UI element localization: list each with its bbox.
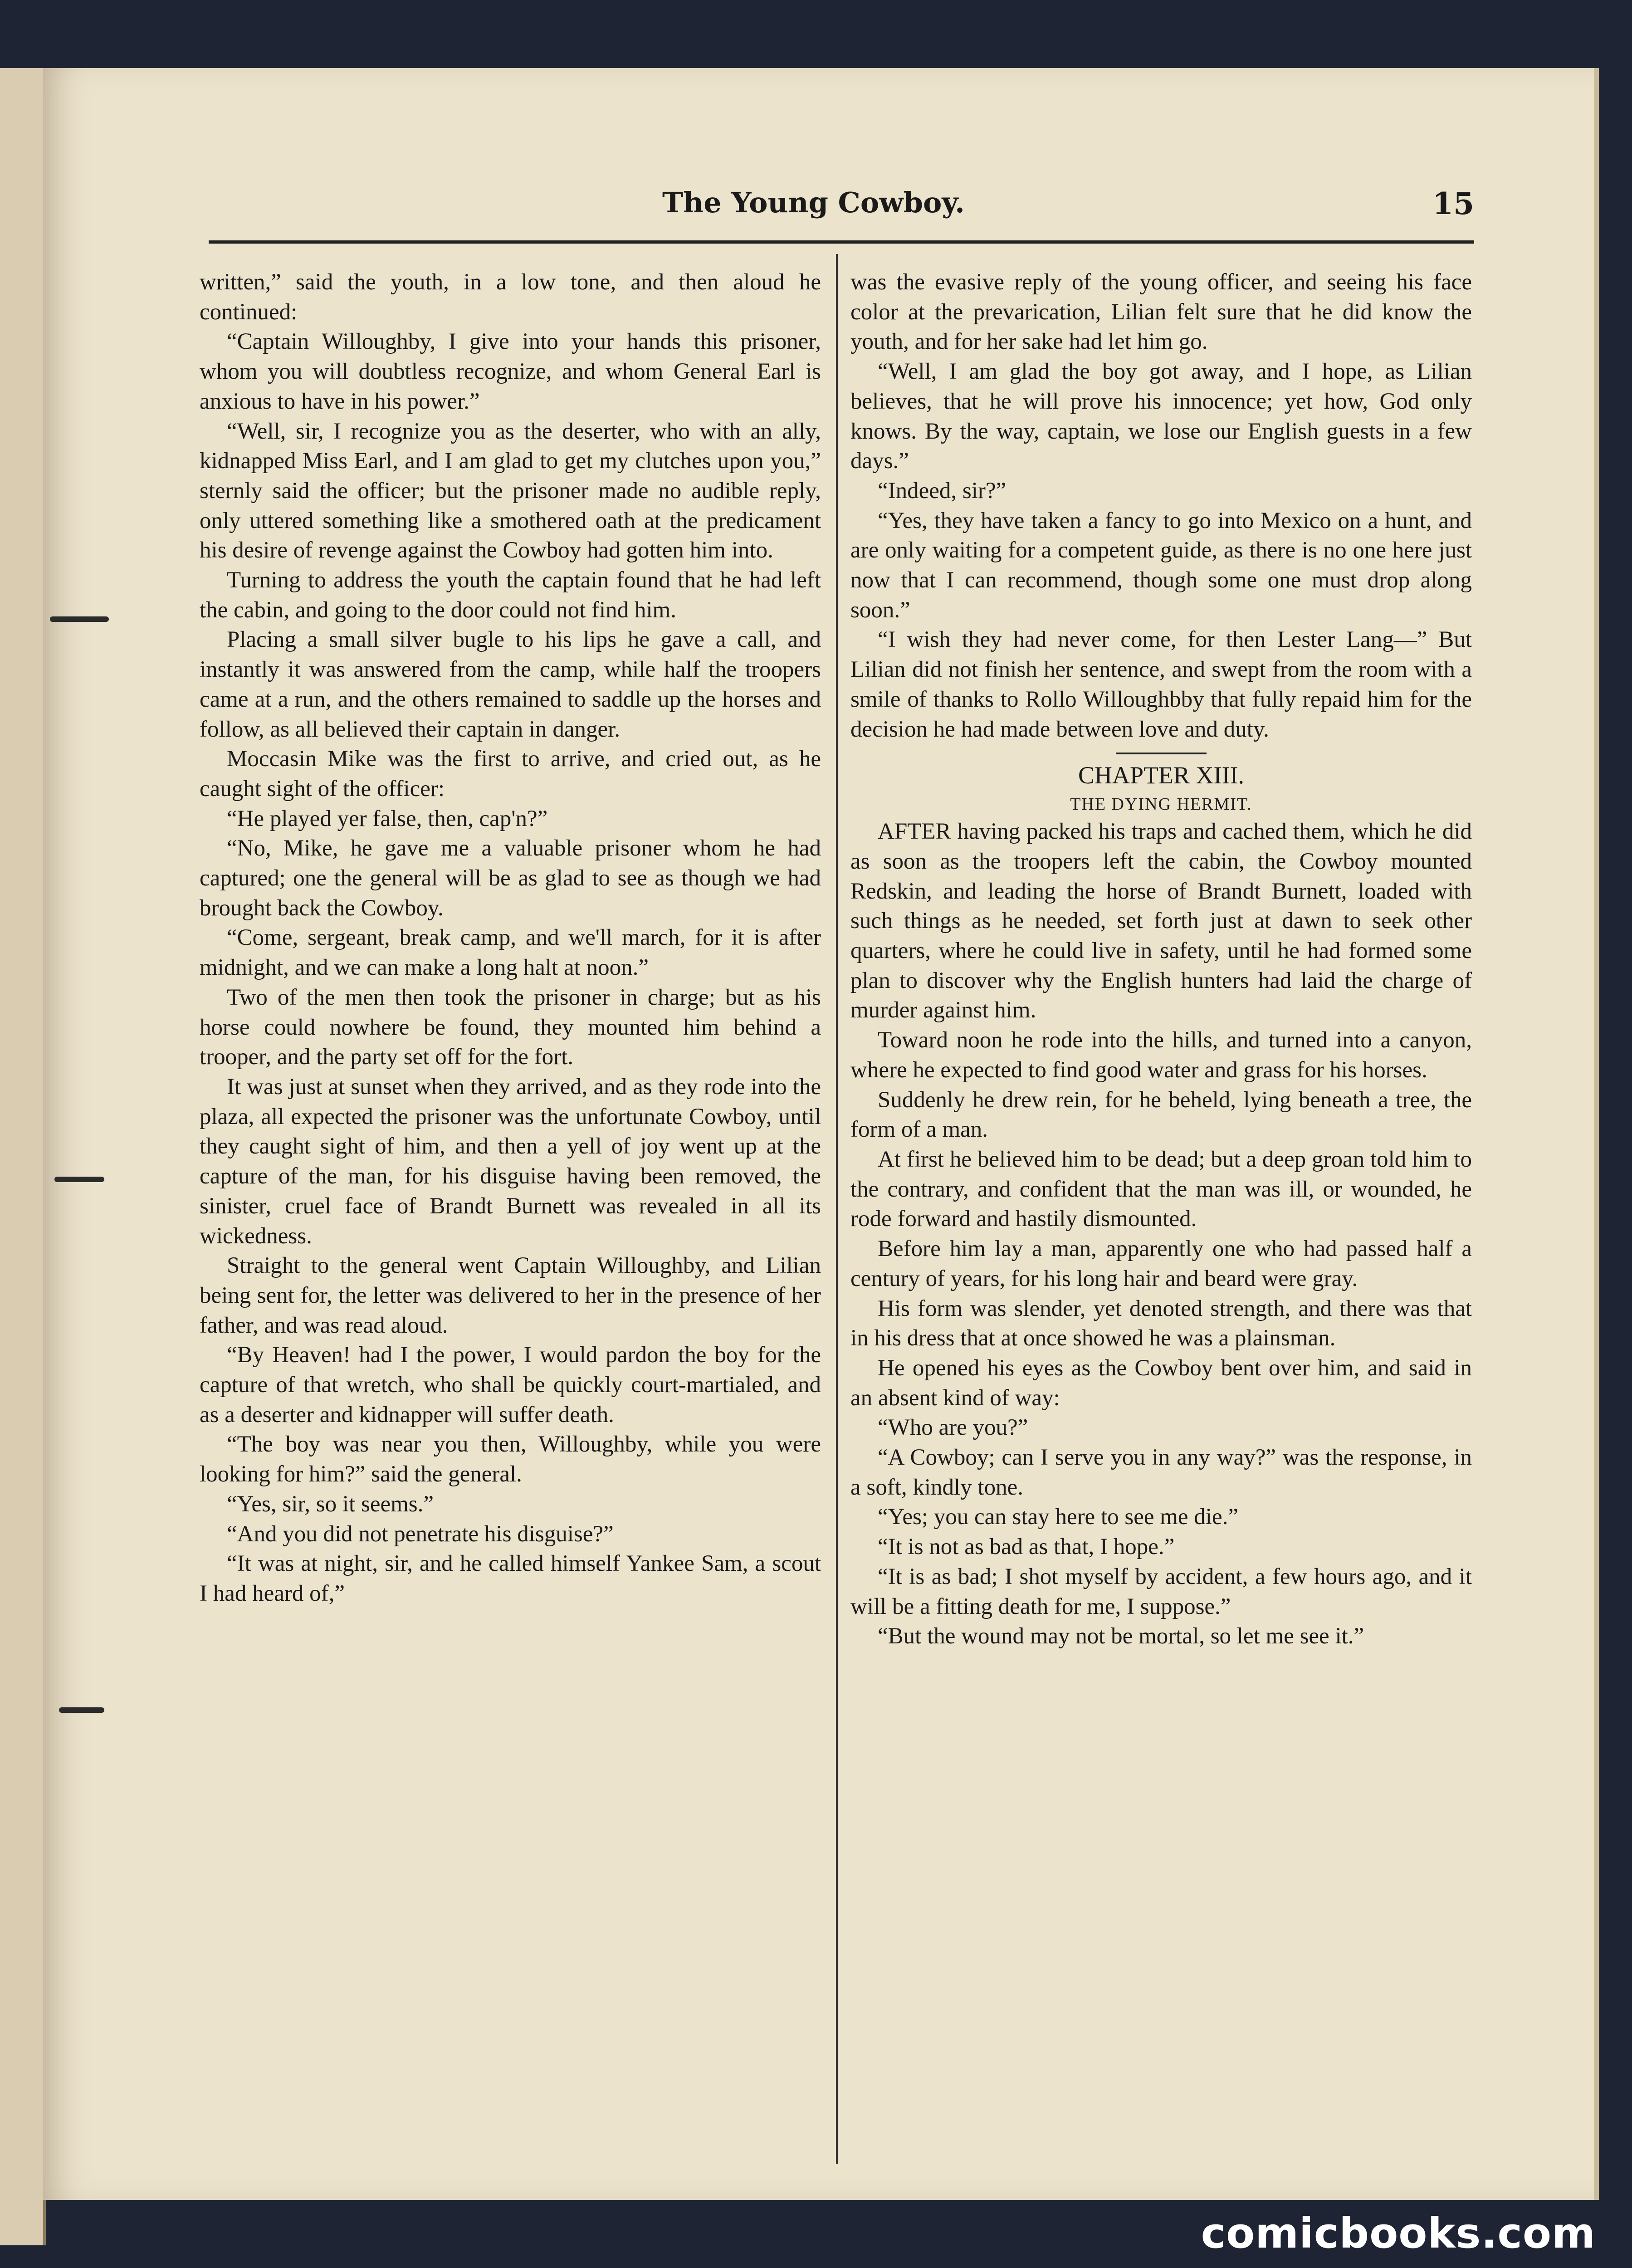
paragraph: Two of the men then took the prisoner in charge; but as his horse could nowhere be found, they mounted him behind a trooper, and the party set off for the fort.	[200, 984, 821, 1070]
paragraph: “A Cowboy; can I serve you in any way?” was the response, in a soft, kindly tone.	[850, 1445, 1472, 1500]
paragraph: “Captain Willoughby, I give into your hands this prisoner, whom you will doubtless recognize, and whom General Earl is anxious to have in his power.”	[200, 329, 821, 414]
page-number: 15	[1432, 186, 1474, 221]
paragraph: “By Heaven! had I the power, I would pardon the boy for the capture of that wretch, who shall be quickly court-martialed, and as a deserter and kidnapper will suffer death.	[200, 1342, 821, 1427]
paragraph: “It was at night, sir, and he called himself Yankee Sam, a scout I had heard of,”	[200, 1551, 821, 1606]
paragraph: “Well, I am glad the boy got away, and I hope, as Lilian believes, that he will prove his innocence; yet how, God only knows. By the way, captain, we lose our English guests in a few days.”	[850, 359, 1472, 474]
binding-stitch	[50, 1170, 109, 1188]
paragraph: It was just at sunset when they arrived, and as they rode into the plaza, all expected the prisoner was the unfortunate Cowboy, until they caught sight of him, and then a yell of joy went up at the capture of the man, for his disguise having been removed, the sinister, cruel face of Brandt Burnett was revealed in all its wickedness.	[200, 1074, 821, 1249]
chapter-subtitle: THE DYING HERMIT.	[1070, 795, 1252, 814]
paragraph: “No, Mike, he gave me a valuable prisoner whom he had captured; one the general will be as glad to see as though we had brought back the Cowboy.	[200, 836, 821, 921]
previous-page-edge	[0, 68, 46, 2245]
paragraph: AFTER having packed his traps and cached them, which he did as soon as the troopers left the cabin, the Cowboy mounted Redskin, and leading the horse of Brandt Burnett, loaded with such things as he needed, set forth just at dawn to seek other quarters, where he could live in safety, until he had formed some plan to discover why the English hunters had laid the charge of murder against him.	[850, 819, 1472, 1023]
paragraph: Straight to the general went Captain Willoughby, and Lilian being sent for, the letter was delivered to her in the presence of her father, and was read aloud.	[200, 1253, 821, 1338]
paragraph: “Yes, they have taken a fancy to go into Mexico on a hunt, and are only waiting for a competent guide, as there is no one here just now that I can recommend, though some one must drop along soon.”	[850, 508, 1472, 623]
paragraph: “It is as bad; I shot myself by accident, a few hours ago, and it will be a fitting death for me, I suppose.”	[850, 1564, 1472, 1619]
paragraph: At first he believed him to be dead; but a deep groan told him to the contrary, and confident that the man was ill, or wounded, he rode forward and hastily dismounted.	[850, 1146, 1472, 1232]
paragraph: “It is not as bad as that, I hope.”	[878, 1534, 1175, 1560]
paragraph: “Yes, sir, so it seems.”	[227, 1491, 434, 1517]
binding-stitch	[50, 610, 109, 628]
running-title: The Young Cowboy.	[662, 186, 965, 219]
right-text-column	[850, 268, 1472, 1652]
paragraph: Suddenly he drew rein, for he beheld, lying beneath a tree, the form of a man.	[850, 1087, 1472, 1143]
chapter-title: CHAPTER XIII.	[1078, 762, 1244, 789]
chapter-rule	[1116, 753, 1207, 754]
paragraph: “The boy was near you then, Willoughby, while you were looking for him?” said the general.	[200, 1432, 821, 1487]
header-rule	[209, 240, 1474, 244]
paragraph: “And you did not penetrate his disguise?”	[227, 1521, 614, 1547]
paragraph: Moccasin Mike was the first to arrive, and cried out, as he caught sight of the officer:	[200, 746, 821, 802]
binding-stitch	[50, 1701, 109, 1719]
paragraph: “Yes; you can stay here to see me die.”	[878, 1504, 1238, 1530]
paragraph: written,” said the youth, in a low tone, and then aloud he continued:	[200, 269, 821, 325]
paragraph: Before him lay a man, apparently one who had passed half a century of years, for his long hair and beard were gray.	[850, 1236, 1472, 1291]
paragraph: “Come, sergeant, break camp, and we'll march, for it is after midnight, and we can make a long halt at noon.”	[200, 925, 821, 981]
paragraph: He opened his eyes as the Cowboy bent over him, and said in an absent kind of way:	[850, 1355, 1472, 1411]
paragraph: “Well, sir, I recognize you as the deserter, who with an ally, kidnapped Miss Earl, and I am glad to get my clutches upon you,” sternly said the officer; but the prisoner made no audible reply, only uttered something like a smothered oath at the predicament his desire of revenge against the Cowboy had gotten him into.	[200, 418, 821, 563]
column-divider	[836, 254, 838, 2164]
paragraph: “But the wound may not be mortal, so let me see it.”	[878, 1623, 1364, 1649]
paragraph: Placing a small silver bugle to his lips he gave a call, and instantly it was answered from the camp, while half the troopers came at a run, and the others remained to saddle up the horses and follow, as all believed their captain in danger.	[200, 627, 821, 742]
paragraph: “Indeed, sir?”	[878, 478, 1007, 503]
site-watermark: comicbooks.com	[1201, 2209, 1596, 2258]
page-header	[213, 186, 1474, 222]
paragraph: “He played yer false, then, cap'n?”	[227, 806, 548, 831]
paragraph: “I wish they had never come, for then Lester Lang—” But Lilian did not finish her sentence, and swept from the room with a smile of thanks to Rollo Willoughbby that fully repaid him for the decision he had made between love and duty.	[850, 627, 1472, 742]
paragraph: Toward noon he rode into the hills, and turned into a canyon, where he expected to find good water and grass for his horses.	[850, 1027, 1472, 1083]
paragraph: His form was slender, yet denoted strength, and there was that in his dress that at once showed he was a plainsman.	[850, 1295, 1472, 1351]
paragraph: “Who are you?”	[878, 1415, 1028, 1441]
paragraph: Turning to address the youth the captain found that he had left the cabin, and going to the door could not find him.	[200, 567, 821, 623]
left-text-column	[200, 268, 821, 1609]
paragraph: was the evasive reply of the young officer, and seeing his face color at the prevarication, Lilian felt sure that he did know the youth, and for her sake had let him go.	[850, 269, 1472, 355]
